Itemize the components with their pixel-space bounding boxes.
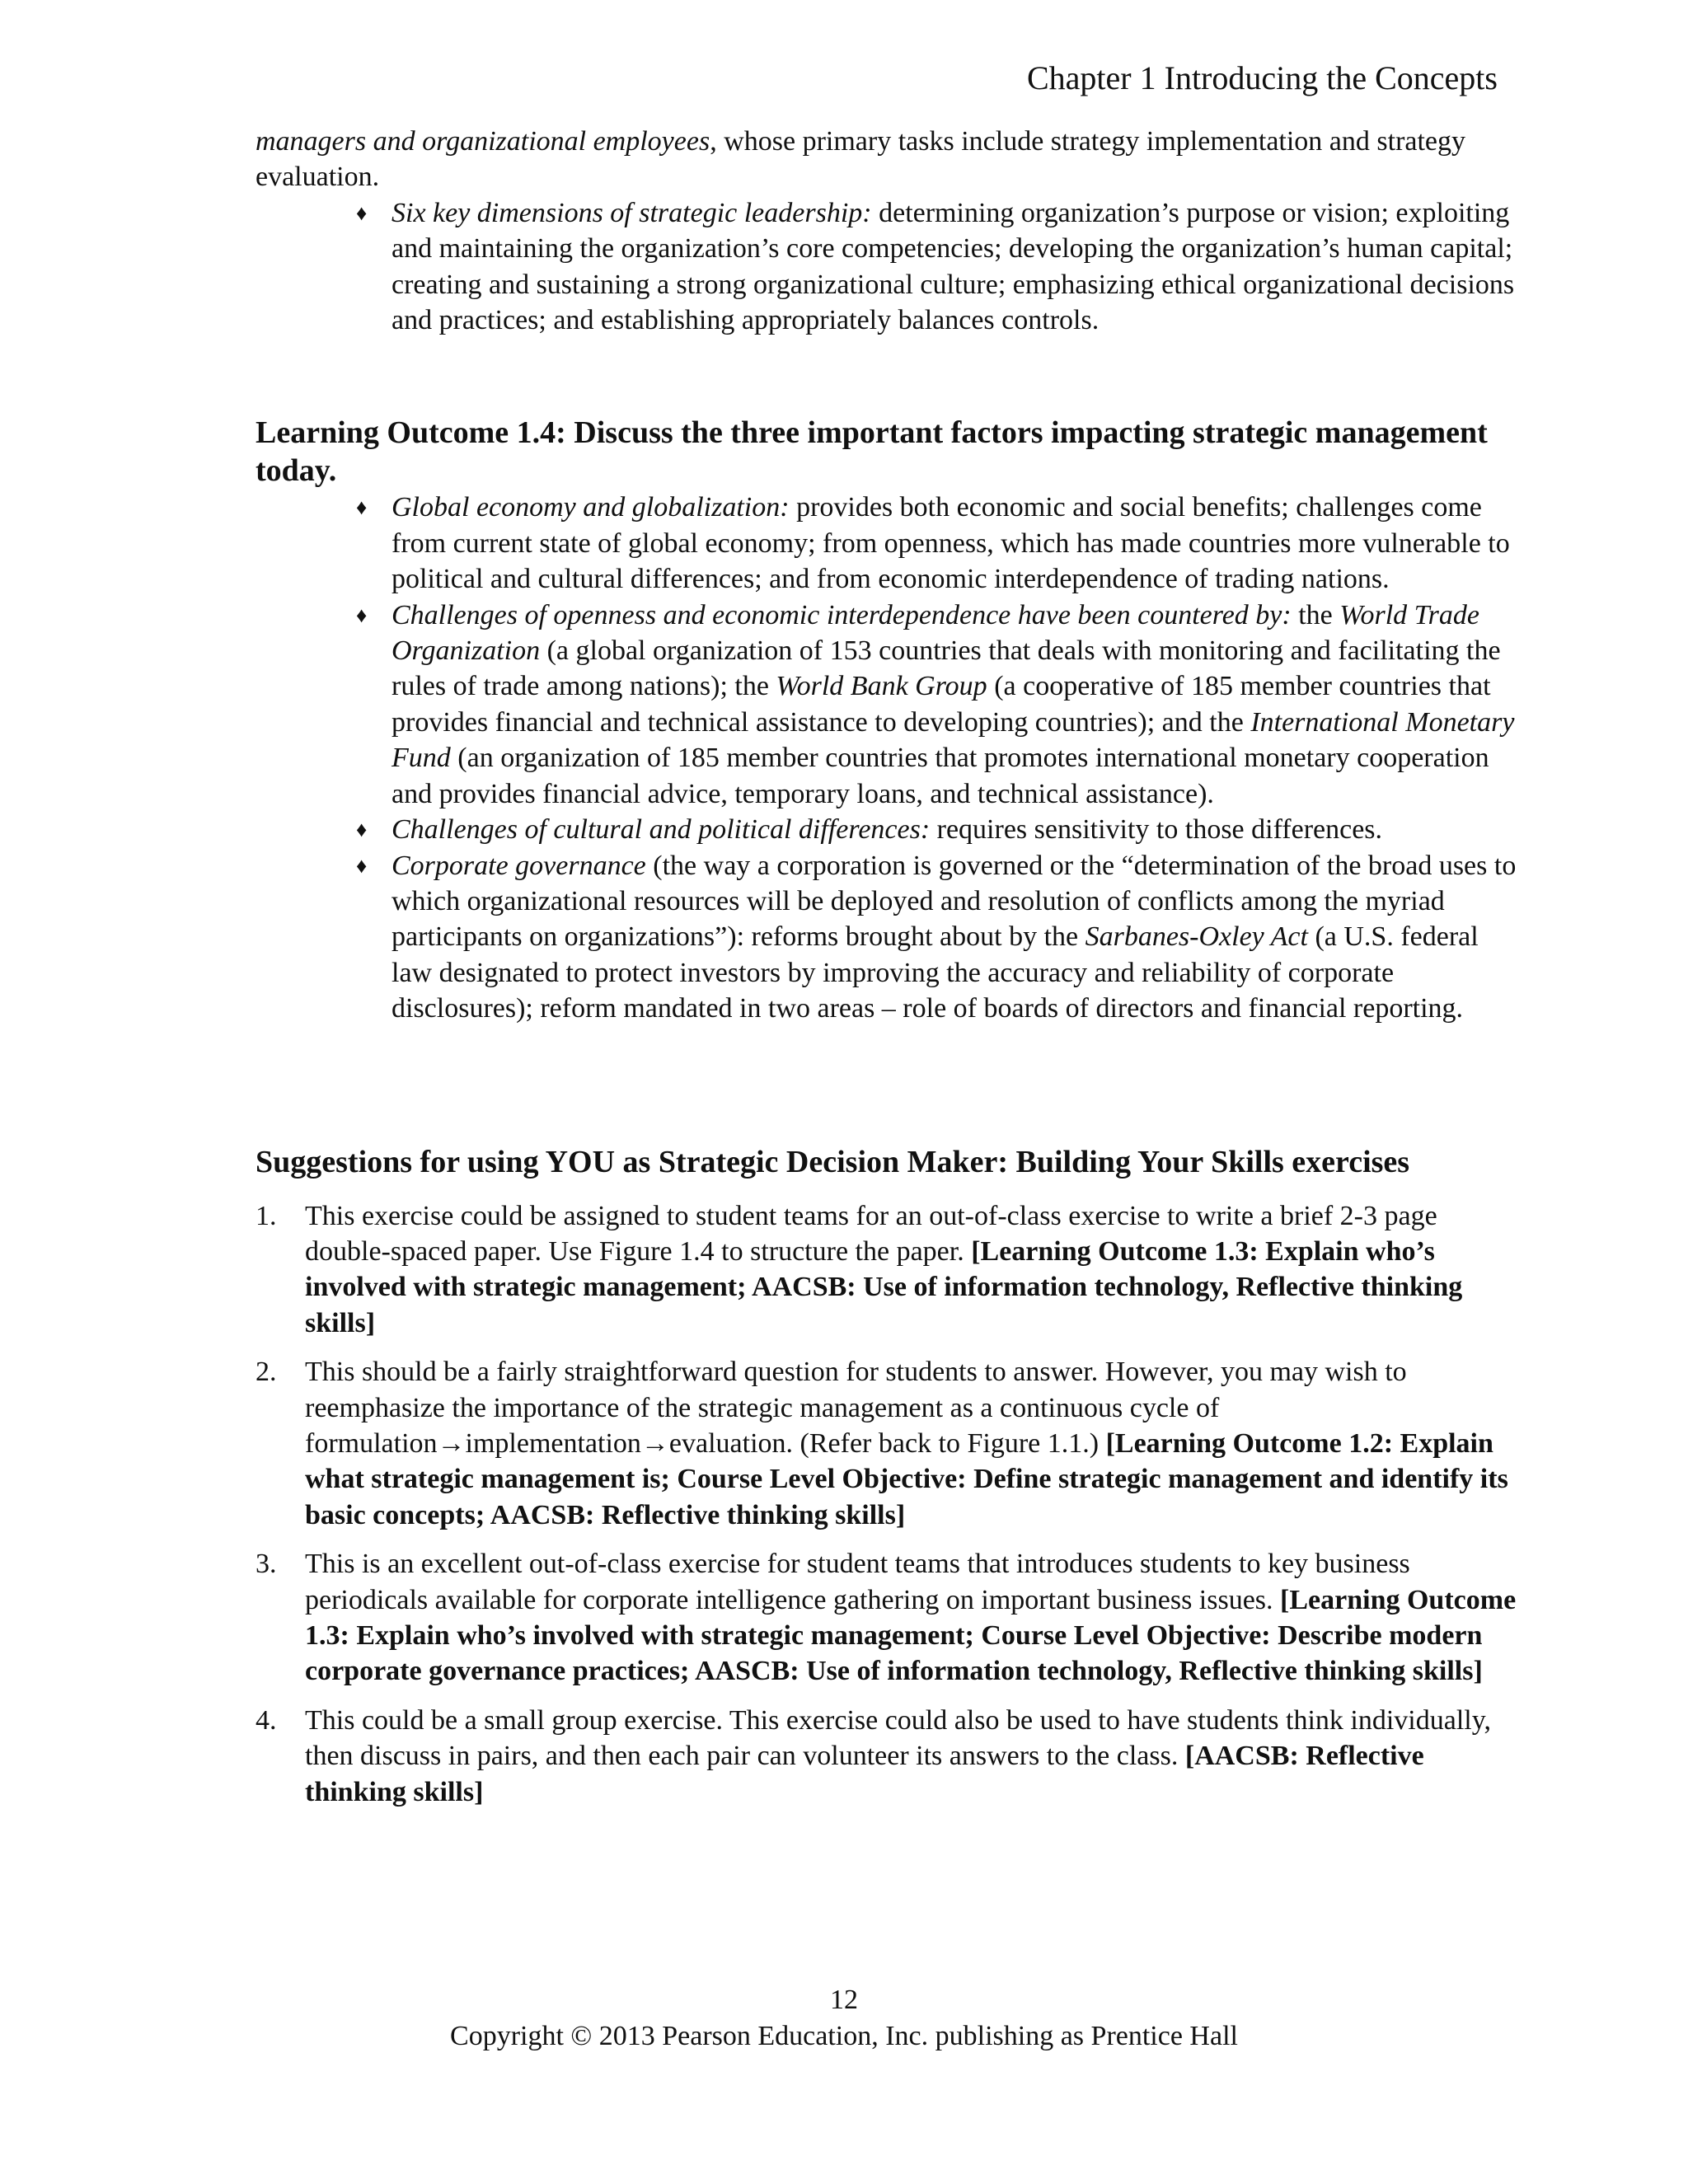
item-text: This could be a small group exercise. This exercise could also be used to have students think individually, then discuss in pairs, and then each pair can volunteer its answers to the class.	[305, 1704, 1492, 1772]
sarbanes-oxley-name: Sarbanes-Oxley Act	[1085, 921, 1308, 953]
leadership-bullet-list	[256, 195, 1517, 339]
bullet-term: Corporate governance	[392, 850, 646, 881]
item-objectives: [AACSB: Reflective thinking skills]	[305, 1741, 1424, 1807]
page-number: 12	[830, 1985, 858, 2015]
list-item	[256, 1546, 1517, 1690]
list-item	[256, 1198, 1517, 1342]
list-item	[256, 195, 1517, 339]
item-objectives: [Learning Outcome 1.3: Explain who’s involved with strategic management; Course Level Objective: Describe modern corporate governance practices; AASCB: Use of information technology, Reflective thinking skills]	[305, 1584, 1517, 1687]
diamond-bullet-icon: ♦	[356, 853, 368, 878]
copyright-notice: Copyright © 2013 Pearson Education, Inc. publishing as Prentice Hall	[450, 2021, 1238, 2051]
running-header: Chapter 1 Introducing the Concepts	[1027, 59, 1498, 96]
imf-name: International Monetary Fund	[392, 706, 1515, 774]
page-body	[256, 124, 1517, 1823]
diamond-bullet-icon: ♦	[356, 818, 368, 842]
bullet-text: determining organization’s purpose or vision; exploiting and maintaining the organization’s core competencies; developing the organization’s human capital; creating and sustaining a strong organizational culture; emphasizing ethical organizational decisions and practices; and establishing appropriately balances controls.	[392, 197, 1515, 336]
item-objectives: [Learning Outcome 1.3: Explain who’s involved with strategic management; AACSB: Use of information technology, Reflective thinking skills]	[305, 1235, 1463, 1338]
diamond-bullet-icon: ♦	[356, 200, 368, 225]
suggestions-list	[256, 1198, 1517, 1811]
bullet-text: (a U.S. federal law designated to protect investors by improving the accuracy and reliability of corporate disclosures); reform mandated in two areas – role of boards of directors and financial reporting.	[392, 921, 1479, 1024]
bullet-text: requires sensitivity to those differences.	[930, 814, 1383, 846]
item-number: 4.	[256, 1704, 277, 1736]
bullet-term: Six key dimensions of strategic leadership:	[392, 197, 872, 228]
diamond-bullet-icon: ♦	[356, 602, 368, 627]
item-number: 1.	[256, 1200, 277, 1231]
learning-outcome-1-4-bullets	[256, 490, 1517, 1026]
list-item	[256, 812, 1517, 847]
bullet-term: Challenges of cultural and political differences:	[392, 814, 931, 846]
item-text: This exercise could be assigned to student teams for an out-of-class exercise to write a brief 2-3 page double-spaced paper. Use Figure 1.4 to structure the paper.	[305, 1200, 1437, 1267]
wto-name: World Trade Organization	[392, 599, 1479, 667]
item-text: This should be a fairly straightforward question for students to answer. However, you may wish to reemphasize the importance of the strategic management as a continuous cycle of formulation→implementation→evaluation. (Refer back to Figure 1.1.)	[305, 1357, 1407, 1459]
world-bank-name: World Bank Group	[776, 671, 987, 702]
learning-outcome-1-4-heading: Learning Outcome 1.4: Discuss the three important factors impacting strategic management today.	[256, 415, 1488, 489]
list-item	[256, 848, 1517, 1027]
list-item	[256, 1703, 1517, 1810]
continued-bullet-text	[256, 124, 1517, 195]
list-item	[256, 490, 1517, 597]
suggestions-heading: Suggestions for using YOU as Strategic Decision Maker: Building Your Skills exercises	[256, 1144, 1410, 1179]
item-number: 2.	[256, 1357, 277, 1388]
continued-rest: , whose primary tasks include strategy implementation and strategy evaluation.	[256, 126, 1466, 193]
diamond-bullet-icon: ♦	[356, 495, 368, 520]
bullet-text: (the way a corporation is governed or the “determination of the broad uses to which organizational resources will be deployed and resolution of conflicts among the myriad participants on organizations”): reforms brought about by the	[392, 850, 1517, 953]
bullet-term: Global economy and globalization:	[392, 492, 790, 523]
list-item	[256, 1354, 1517, 1533]
bullet-text: (an organization of 185 member countries that promotes international monetary cooperation and provides financial advice, temporary loans, and technical assistance).	[392, 743, 1489, 809]
bullet-text: the	[1291, 599, 1340, 630]
item-objectives: [Learning Outcome 1.2: Explain what strategic management is; Course Level Objective: Define strategic management and identify its basic concepts; AACSB: Reflective thinking skills]	[305, 1427, 1508, 1530]
list-item	[256, 598, 1517, 812]
bullet-text: provides both economic and social benefits; challenges come from current state of global economy; from openness, which has made countries more vulnerable to political and cultural differences; and from economic interdependence of trading nations.	[392, 492, 1510, 595]
bullet-text: (a cooperative of 185 member countries that provides financial and technical assistance to developing countries); and the	[392, 671, 1491, 738]
bullet-term: Challenges of openness and economic interdependence have been countered by:	[392, 599, 1292, 630]
bullet-text: (a global organization of 153 countries that deals with monitoring and facilitating the rules of trade among nations); the	[392, 635, 1501, 702]
continued-term: managers and organizational employees	[256, 126, 710, 157]
item-text: This is an excellent out-of-class exercise for student teams that introduces students to key business periodicals available for corporate intelligence gathering on important business issues.	[305, 1549, 1410, 1615]
item-number: 3.	[256, 1549, 277, 1580]
